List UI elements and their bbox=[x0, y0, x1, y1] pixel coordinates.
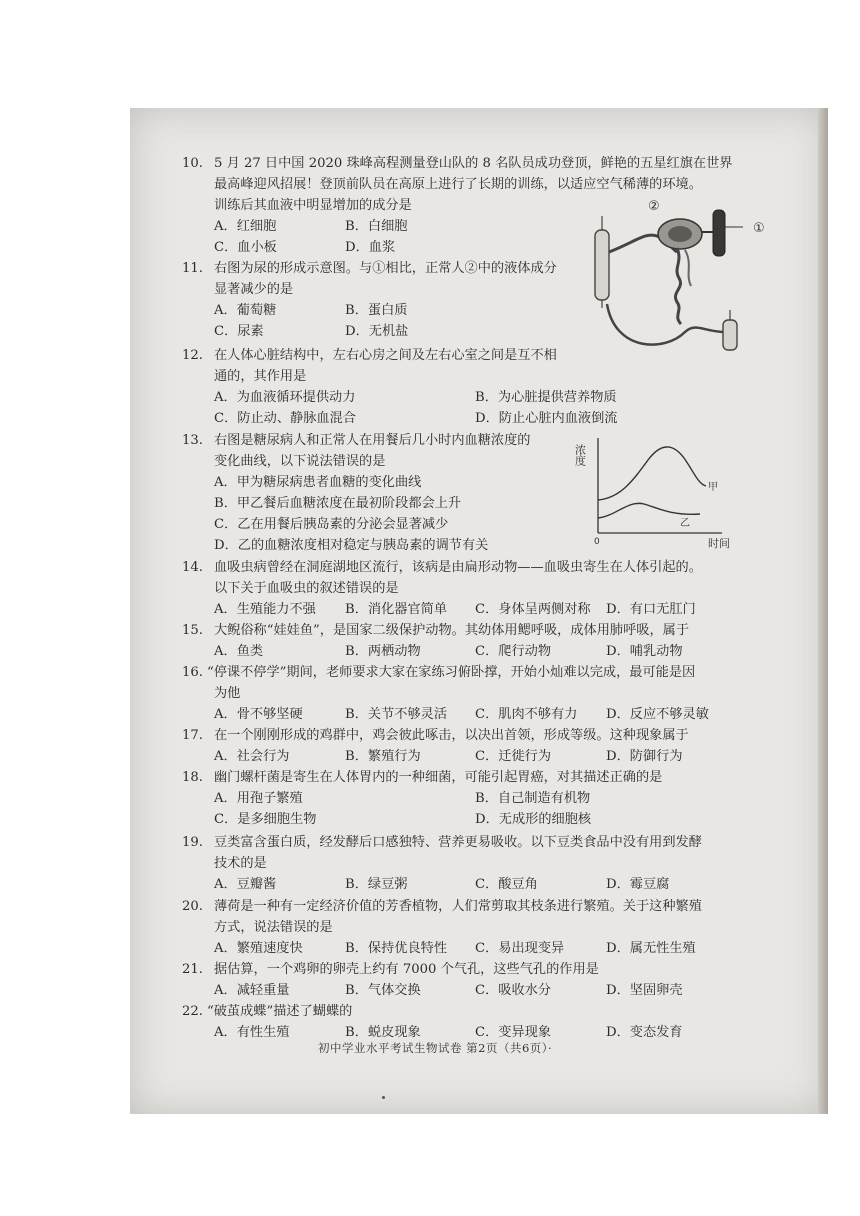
option-c: C．血小板 bbox=[214, 240, 277, 255]
question-text: 幽门螺杆菌是寄生在人体胃内的一种细菌，可能引起胃癌，对其描述正确的是 bbox=[214, 770, 663, 785]
option-c: C．酸豆角 bbox=[475, 877, 538, 892]
option-b: B．自己制造有机物 bbox=[475, 791, 591, 806]
question-number: 13. bbox=[182, 433, 203, 448]
curve-jia-label: 甲 bbox=[708, 482, 718, 493]
option-a: A．生殖能力不强 bbox=[214, 602, 316, 617]
option-a: A．社会行为 bbox=[214, 749, 290, 764]
question-number: 11. bbox=[182, 261, 203, 276]
question-number: 21. bbox=[182, 962, 203, 977]
question-text: “停课不停学”期间，老师要求大家在家练习俯卧撑，开始小灿难以完成，最可能是因 bbox=[207, 665, 696, 680]
x-axis-label: 时间 bbox=[708, 537, 730, 550]
renal-vessel bbox=[713, 210, 725, 256]
question-number: 17. bbox=[182, 728, 203, 743]
option-b: B．甲乙餐后血糖浓度在最初阶段都会上升 bbox=[214, 496, 462, 511]
option-a: A．繁殖速度快 bbox=[214, 941, 303, 956]
question-text: 在一个刚刚形成的鸡群中，鸡会彼此啄击，以决出首领，形成等级。这种现象属于 bbox=[214, 728, 689, 743]
option-a: A．葡萄糖 bbox=[214, 303, 277, 318]
question-text: 最高峰迎风招展！登顶前队员在高原上进行了长期的训练，以适应空气稀薄的环境。 bbox=[214, 177, 702, 192]
question-text: “破茧成蝶”描述了蝴蝶的 bbox=[207, 1004, 353, 1019]
question-number: 10. bbox=[182, 156, 203, 171]
option-a: A．豆瓣酱 bbox=[214, 877, 277, 892]
option-c: C．爬行动物 bbox=[475, 644, 552, 659]
option-b: B．保持优良特性 bbox=[345, 941, 448, 956]
option-b: B．关节不够灵活 bbox=[345, 707, 448, 722]
option-d: D．无机盐 bbox=[345, 324, 409, 339]
option-a: A．用孢子繁殖 bbox=[214, 791, 303, 806]
question-text: 训练后其血液中明显增加的成分是 bbox=[214, 198, 412, 213]
option-d: D．血浆 bbox=[345, 240, 396, 255]
question-22 bbox=[182, 1001, 353, 1022]
question-text: 大鲵俗称“娃娃鱼”，是国家二级保护动物。其幼体用鳃呼吸，成体用肺呼吸，属于 bbox=[214, 623, 690, 638]
question-text: 豆类富含蛋白质，经发酵后口感独特、营养更易吸收。以下豆类食品中没有用到发酵 bbox=[214, 835, 702, 850]
y-axis-label: 浓度 bbox=[573, 444, 587, 466]
option-d: D．无成形的细胞核 bbox=[475, 812, 592, 827]
question-10 bbox=[182, 153, 733, 174]
option-d: D．反应不够灵敏 bbox=[606, 707, 709, 722]
question-14 bbox=[182, 557, 702, 578]
option-c: C．乙在用餐后胰岛素的分泌会显著减少 bbox=[214, 517, 449, 532]
question-text: 方式，说法错误的是 bbox=[214, 920, 333, 935]
option-c: C．迁徙行为 bbox=[475, 749, 552, 764]
question-20 bbox=[182, 896, 702, 917]
option-b: B．蛋白质 bbox=[345, 303, 408, 318]
outflow-tube bbox=[723, 320, 737, 350]
question-text: 据估算，一个鸡卵的卵壳上约有 7000 个气孔，这些气孔的作用是 bbox=[214, 962, 599, 977]
option-a: A．减轻重量 bbox=[214, 983, 290, 998]
question-text: 右图是糖尿病人和正常人在用餐后几小时内血糖浓度的 bbox=[214, 433, 531, 448]
question-11 bbox=[182, 258, 557, 279]
option-c: C．身体呈两侧对称 bbox=[475, 602, 591, 617]
blood-glucose-chart bbox=[573, 430, 750, 550]
question-text: 显著减少的是 bbox=[214, 282, 294, 297]
question-text: 血吸虫病曾经在洞庭湖地区流行，该病是由扁形动物——血吸虫寄生在人体引起的。 bbox=[214, 560, 702, 575]
option-b: B．蜕皮现象 bbox=[345, 1025, 421, 1040]
option-b: B．两栖动物 bbox=[345, 644, 421, 659]
option-d: D．乙的血糖浓度相对稳定与胰岛素的调节有关 bbox=[214, 538, 489, 553]
question-number: 16. bbox=[182, 665, 203, 680]
question-16 bbox=[182, 662, 696, 683]
option-d: D．哺乳动物 bbox=[606, 644, 683, 659]
question-text: 在人体心脏结构中，左右心房之间及左右心室之间是互不相 bbox=[214, 348, 557, 363]
question-number: 15. bbox=[182, 623, 203, 638]
option-c: C．变异现象 bbox=[475, 1025, 552, 1040]
option-a: A．鱼类 bbox=[214, 644, 264, 659]
option-b: B．繁殖行为 bbox=[345, 749, 421, 764]
question-13 bbox=[182, 430, 531, 451]
question-19 bbox=[182, 832, 702, 853]
label-1: ① bbox=[753, 221, 765, 236]
label-2: ② bbox=[648, 199, 660, 214]
scan-speck bbox=[382, 1096, 385, 1099]
option-a: A．甲为糖尿病患者血糖的变化曲线 bbox=[214, 475, 422, 490]
origin-label: 0 bbox=[594, 537, 600, 547]
question-text: 为他 bbox=[214, 686, 241, 701]
question-17 bbox=[182, 725, 689, 746]
question-text: 右图为尿的形成示意图。与①相比，正常人②中的液体成分 bbox=[214, 261, 557, 276]
question-number: 19. bbox=[182, 835, 203, 850]
option-b: B．白细胞 bbox=[345, 219, 408, 234]
nephron-diagram bbox=[585, 192, 785, 362]
option-b: B．为心脏提供营养物质 bbox=[475, 390, 617, 405]
question-text: 通的，其作用是 bbox=[214, 369, 307, 384]
option-c: C．吸收水分 bbox=[475, 983, 552, 998]
option-d: D．有口无肛门 bbox=[606, 602, 696, 617]
option-c: C．易出现变异 bbox=[475, 941, 565, 956]
question-text: 技术的是 bbox=[214, 856, 267, 871]
option-c: C．肌肉不够有力 bbox=[475, 707, 578, 722]
option-d: D．防止心脏内血液倒流 bbox=[475, 411, 618, 426]
question-number: 22. bbox=[182, 1004, 203, 1019]
option-d: D．坚固卵壳 bbox=[606, 983, 683, 998]
question-text: 薄荷是一种有一定经济价值的芳香植物，人们常剪取其枝条进行繁殖。关于这种繁殖 bbox=[214, 899, 702, 914]
option-a: A．为血液循环提供动力 bbox=[214, 390, 356, 405]
curve-jia bbox=[598, 447, 706, 500]
option-d: D．防御行为 bbox=[606, 749, 683, 764]
question-21 bbox=[182, 959, 599, 980]
question-text: 变化曲线，以下说法错误的是 bbox=[214, 454, 386, 469]
option-d: D．属无性生殖 bbox=[606, 941, 696, 956]
option-d: D．变态发育 bbox=[606, 1025, 683, 1040]
option-b: B．消化器官简单 bbox=[345, 602, 448, 617]
question-15 bbox=[182, 620, 690, 641]
option-c: C．尿素 bbox=[214, 324, 264, 339]
question-text: 以下关于血吸虫的叙述错误的是 bbox=[214, 581, 399, 596]
curve-yi bbox=[598, 503, 700, 518]
option-a: A．红细胞 bbox=[214, 219, 277, 234]
option-d: D．霉豆腐 bbox=[606, 877, 670, 892]
option-c: C．是多细胞生物 bbox=[214, 812, 317, 827]
question-18 bbox=[182, 767, 663, 788]
option-b: B．气体交换 bbox=[345, 983, 421, 998]
option-c: C．防止动、静脉血混合 bbox=[214, 411, 356, 426]
option-b: B．绿豆粥 bbox=[345, 877, 408, 892]
option-a: A．骨不够坚硬 bbox=[214, 707, 303, 722]
question-number: 12. bbox=[182, 348, 203, 363]
collecting-tube bbox=[595, 230, 609, 300]
question-number: 18. bbox=[182, 770, 203, 785]
page-footer: 初中学业水平考试生物试卷 第2页（共6页）· bbox=[318, 1041, 553, 1055]
question-number: 14. bbox=[182, 560, 203, 575]
curve-yi-label: 乙 bbox=[680, 518, 690, 529]
question-12 bbox=[182, 345, 557, 366]
question-number: 20. bbox=[182, 899, 203, 914]
question-text: 5 月 27 日中国 2020 珠峰高程测量登山队的 8 名队员成功登顶，鲜艳的五星红旗在世界 bbox=[214, 156, 733, 171]
option-a: A．有性生殖 bbox=[214, 1025, 290, 1040]
